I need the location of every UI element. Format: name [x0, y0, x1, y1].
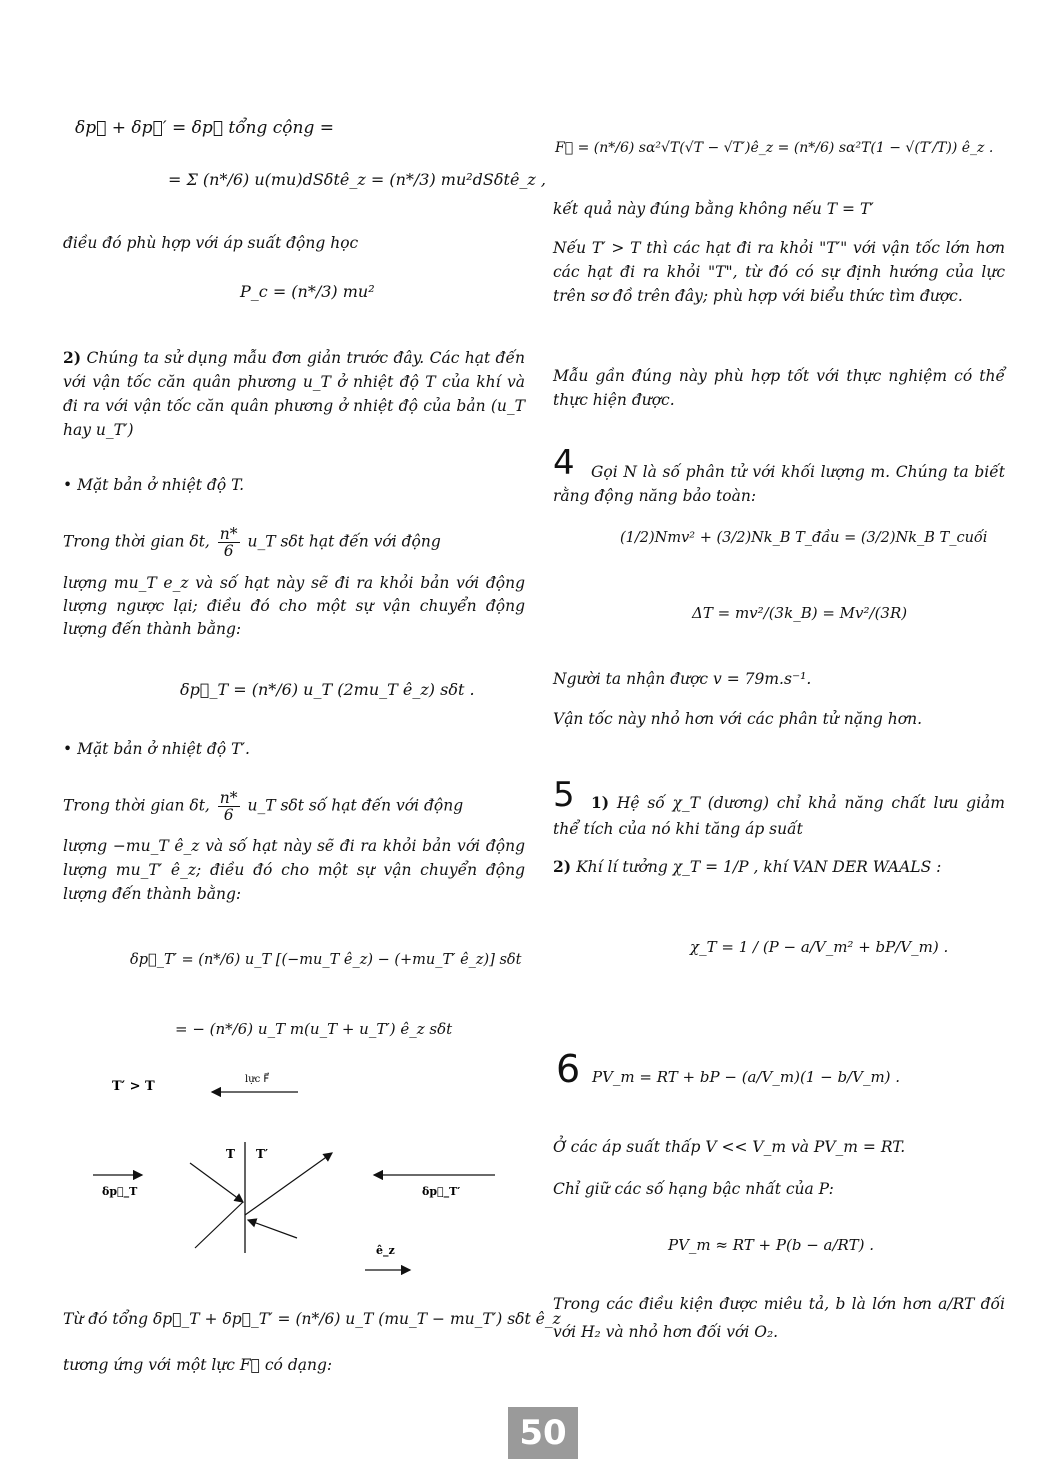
incoming-trajectory-left: [190, 1163, 243, 1202]
equation-van-der-waals: [592, 1068, 900, 1086]
equation-text: (1/2)Nmv² + (3/2)Nk_B T_đầu = (3/2)Nk_B T_cuối: [620, 530, 988, 546]
fraction-n-over-6: $\frac{n*}{6}$: [219, 525, 238, 560]
paragraph-simple-model: [63, 346, 525, 442]
equation-text: = − (n*/6) u_T m(u_T + u_T′) ê_z sδt: [175, 1020, 453, 1038]
outgoing-trajectory-left: [195, 1202, 243, 1248]
outgoing-trajectory-right: [245, 1153, 332, 1215]
equation-delta-T: [692, 604, 907, 622]
paragraph-conditions: [553, 1290, 1005, 1346]
equation-force: [555, 140, 993, 156]
item-number: 2): [553, 857, 572, 876]
paragraph-force-direction: [553, 236, 1005, 308]
section-number-5: 5: [553, 775, 575, 815]
paragraph-section-5-item-1: [553, 790, 1005, 842]
equation-compressibility: [690, 938, 948, 956]
equation-text: F⃗ = (n*/6) sα²√T(√T − √T′)ê_z = (n*/6) sα²T(1 − √(T′/T)) ê_z .: [555, 140, 994, 156]
paragraph-momentum-transfer-2: [63, 834, 525, 906]
paragraph-text: tương ứng với một lực F⃗ có dạng:: [63, 1356, 333, 1374]
section-number-6: 6: [556, 1047, 581, 1091]
equation-text: P_c = (n*/3) mu²: [240, 282, 375, 301]
paragraph-text: Trong thời gian δt,: [63, 532, 210, 551]
label-T: T: [226, 1147, 235, 1161]
paragraph-heavier-molecules: [553, 708, 922, 730]
equation-text: χ_T = 1 / (P − a/V_m² + bP/V_m) .: [690, 938, 949, 956]
dpT-label: δp⃗_T: [102, 1185, 138, 1198]
bullet-text: • Mặt bản ở nhiệt độ T.: [63, 476, 245, 494]
bullet-plate-temperature-Tp: [63, 738, 250, 760]
bullet-plate-temperature-T: [63, 474, 244, 496]
paragraph-text: kết quả này đúng bằng không nếu T = T′: [553, 200, 874, 218]
paragraph-text: Khí lí tưởng χ_T = 1/P , khí VAN DER WAALS :: [576, 858, 942, 876]
equation-sum-expansion: [168, 170, 546, 189]
paragraph-text: Từ đó tổng δp⃗_T + δp⃗_T′ = (n*/6) u_T (mu_T − mu_T′) sδt ê_z: [63, 1310, 561, 1328]
dpTp-label: δp⃗_T′: [422, 1185, 461, 1198]
force-label: lực F⃗: [245, 1074, 270, 1085]
equation-text: ΔT = mv²/(3k_B) = Mv²/(3R): [692, 604, 908, 622]
equation-text: PV_m ≈ RT + P(b − a/RT) .: [668, 1236, 874, 1254]
paragraph-text: Trong các điều kiện được miêu tả, b là lớn hơn a/RT đối với H₂ và nhỏ hơn đối với O₂.: [553, 1295, 1005, 1341]
equation-text: δp⃗_T = (n*/6) u_T (2mu_T ê_z) sδt .: [180, 680, 475, 699]
paragraph-low-pressure: [553, 1136, 905, 1158]
equation-delta-p-Tp-simplified: [175, 1020, 452, 1038]
paragraph-time-interval-2: [63, 790, 463, 823]
section-number-4: 4: [553, 443, 575, 483]
paragraph-first-order-terms: [553, 1178, 834, 1200]
paragraph-text: Mẫu gần đúng này phù hợp tốt với thực nghiệm có thể thực hiện được.: [553, 367, 1005, 409]
paragraph-text: Gọi N là số phân tử với khối lượng m. Chúng ta biết rằng động năng bảo toàn:: [553, 463, 1005, 505]
paragraph-section-5-item-2: [553, 856, 941, 878]
paragraph-total-momentum: [63, 1308, 561, 1330]
equation-text: PV_m = RT + bP − (a/V_m)(1 − b/V_m) .: [592, 1068, 901, 1086]
paragraph-model-agreement: [553, 364, 1005, 412]
item-number: 2): [63, 348, 82, 367]
equation-momentum-sum: [75, 118, 334, 138]
paragraph-time-interval-1: [63, 526, 441, 559]
paragraph-text: Trong thời gian δt,: [63, 796, 210, 815]
paragraph-text: Vận tốc này nhỏ hơn với các phân tử nặng hơn.: [553, 710, 922, 728]
paragraph-text: Chúng ta sử dụng mẫu đơn giản trước đây. Các hạt đến với vận tốc căn quân phương u_T ở nhiệt độ T của khí và đi ra với vận tốc căn quân phương ở nhiệt độ của bản (u_T hay u_T′): [63, 349, 525, 439]
paragraph-text: Nếu T′ > T thì các hạt đi ra khỏi "T′" với vận tốc lớn hơn các hạt đi ra khỏi "T", từ đó có sự định hướng của lực trên sơ đồ trên đây; phù hợp với biểu thức tìm được.: [553, 239, 1005, 305]
paragraph-text: u_T sδt số hạt đến với động: [247, 796, 464, 815]
equation-energy-conservation: [620, 530, 987, 546]
paragraph-section-4: [553, 460, 1005, 508]
paragraph-velocity-result: [553, 668, 811, 690]
paragraph-force-form: [63, 1354, 332, 1376]
paragraph-text: Ở các áp suất thấp V << V_m và PV_m = RT.: [553, 1138, 906, 1156]
equation-delta-p-Tp: [130, 952, 521, 968]
equation-text: = Σ (n*/6) u(mu)dSδtê_z = (n*/3) mu²dSδtê_z ,: [168, 170, 547, 189]
paragraph-text: Người ta nhận được v = 79m.s⁻¹.: [553, 670, 812, 688]
paragraph-text: lượng −mu_T ê_z và số hạt này sẽ đi ra khỏi bản với động lượng mu_T′ ê_z; điều đó cho một sự vận chuyển động lượng đến thành bằng:: [63, 837, 525, 903]
condition-label: T′ > T: [112, 1079, 155, 1094]
page-number: 50: [508, 1407, 578, 1459]
equation-kinetic-pressure: [240, 282, 375, 301]
fraction-n-over-6: $\frac{n*}{6}$: [219, 789, 238, 824]
equation-text: δp⃗_T′ = (n*/6) u_T [(−mu_T ê_z) − (+mu_T′ ê_z)] sδt: [130, 952, 522, 968]
label-Tp: T′: [256, 1147, 269, 1161]
paragraph-text: lượng mu_T e_z và số hạt này sẽ đi ra khỏi bản với động lượng ngược lại; điều đó cho một sự vận chuyển động lượng đến thành bằng:: [63, 574, 525, 638]
paragraph-momentum-transfer-1: [63, 572, 525, 641]
momentum-diagram: [60, 1060, 530, 1290]
item-number: 1): [591, 793, 610, 812]
paragraph-text: Hệ số χ_T (dương) chỉ khả năng chất lưu giảm thể tích của nó khi tăng áp suất: [553, 794, 1005, 838]
bullet-text: • Mặt bản ở nhiệt độ T′.: [63, 740, 250, 758]
paragraph-kinetic-pressure: [63, 232, 358, 254]
paragraph-text: u_T sδt hạt đến với động: [247, 532, 441, 551]
paragraph-text: Chỉ giữ các số hạng bậc nhất của P:: [553, 1180, 834, 1198]
ez-label: ê_z: [376, 1244, 395, 1257]
incoming-trajectory-right: [248, 1220, 297, 1238]
equation-text: δp⃗ + δp⃗′ = δp⃗ tổng cộng =: [75, 118, 335, 138]
paragraph-text: điều đó phù hợp với áp suất động học: [63, 234, 359, 252]
equation-delta-p-T: [180, 680, 475, 699]
equation-first-order: [668, 1236, 874, 1254]
paragraph-zero-condition: [553, 198, 874, 220]
